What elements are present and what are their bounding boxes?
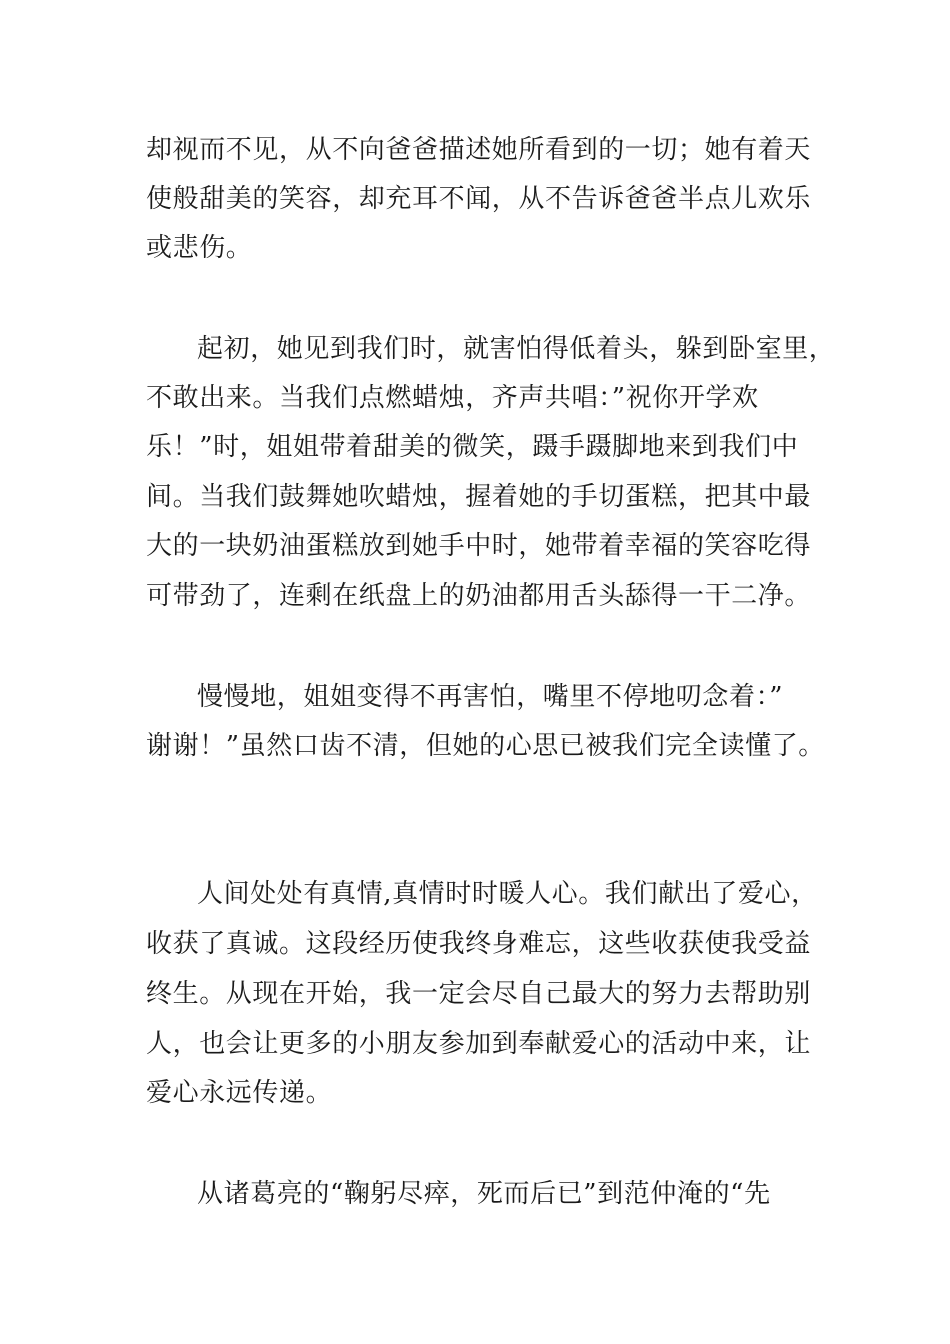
paragraph-4-line-5: 爱心永远传递。 [146,1078,333,1108]
paragraph-5-line-1: 从诸葛亮的“鞠躬尽瘁，死而后已”到范仲淹的“先 [197,1179,771,1209]
paragraph-4-line-2: 收获了真诚。这段经历使我终身难忘，这些收获使我受益 [146,929,812,959]
paragraph-2-line-2: 不敢出来。当我们点燃蜡烛，齐声共唱：”祝你开学欢 [146,383,759,413]
paragraph-3-line-1: 慢慢地，姐姐变得不再害怕，嘴里不停地叨念着：” [197,682,784,712]
paragraph-1-line-1: 却视而不见，从不向爸爸描述她所看到的一切；她有着天 [146,135,812,165]
paragraph-3-line-2: 谢谢！”虽然口齿不清，但她的心思已被我们完全读懂了。 [146,731,825,761]
paragraph-4-line-3: 终生。从现在开始，我一定会尽自己最大的努力去帮助别 [146,979,812,1009]
paragraph-4-line-4: 人，也会让更多的小朋友参加到奉献爱心的活动中来，让 [146,1029,812,1059]
paragraph-2-line-4: 间。当我们鼓舞她吹蜡烛，握着她的手切蛋糕，把其中最 [146,482,812,512]
paragraph-2-line-3: 乐！”时，姐姐带着甜美的微笑，蹑手蹑脚地来到我们中 [146,432,799,462]
paragraph-1-line-2: 使般甜美的笑容，却充耳不闻，从不告诉爸爸半点儿欢乐 [146,184,812,214]
paragraph-2-line-6: 可带劲了，连剩在纸盘上的奶油都用舌头舔得一干二净。 [146,581,812,611]
paragraph-4-line-1: 人间处处有真情,真情时时暖人心。我们献出了爱心， [197,879,818,909]
paragraph-1-line-3: 或悲伤。 [146,233,253,263]
paragraph-2-line-5: 大的一块奶油蛋糕放到她手中时，她带着幸福的笑容吃得 [146,531,812,561]
paragraph-2-line-1: 起初，她见到我们时，就害怕得低着头，躲到卧室里， [197,334,836,364]
